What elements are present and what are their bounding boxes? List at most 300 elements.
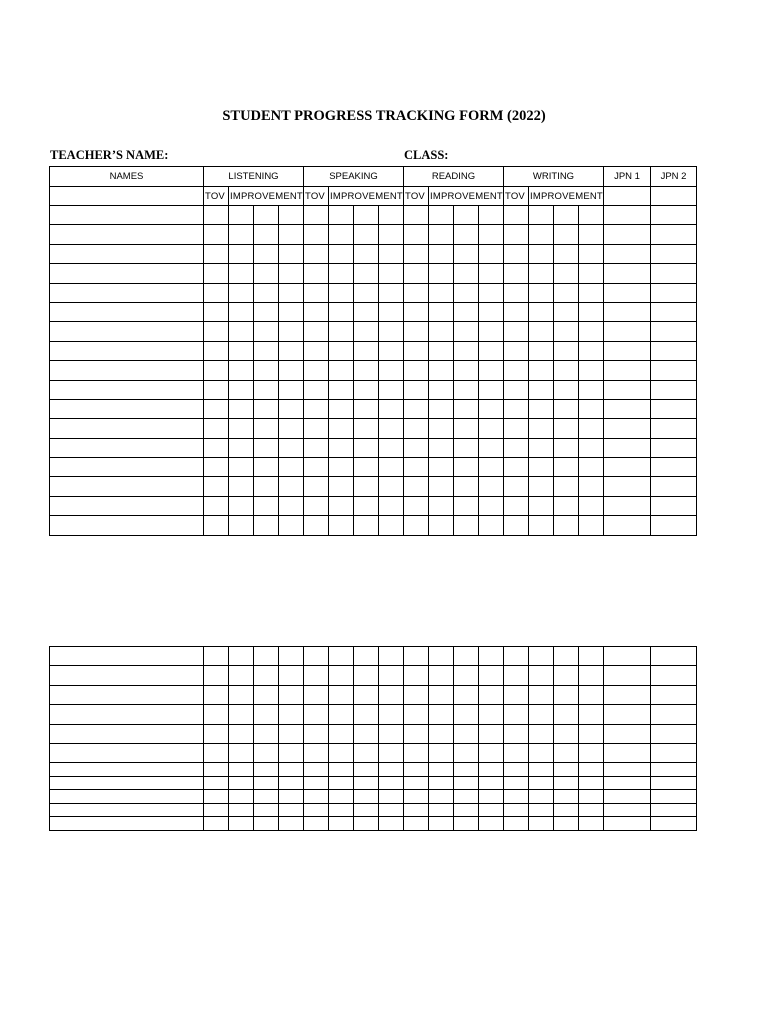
score-cell[interactable] [304, 341, 329, 360]
score-cell[interactable] [354, 705, 379, 724]
score-cell[interactable] [354, 302, 379, 321]
score-cell[interactable] [454, 817, 479, 831]
score-cell[interactable] [579, 790, 604, 804]
score-cell[interactable] [604, 477, 651, 496]
score-cell[interactable] [329, 302, 354, 321]
score-cell[interactable] [529, 685, 554, 704]
score-cell[interactable] [229, 743, 254, 762]
score-cell[interactable] [454, 647, 479, 666]
score-cell[interactable] [229, 419, 254, 438]
score-cell[interactable] [304, 496, 329, 515]
score-cell[interactable] [254, 322, 279, 341]
score-cell[interactable] [604, 283, 651, 302]
score-cell[interactable] [204, 516, 229, 535]
score-cell[interactable] [504, 225, 529, 244]
score-cell[interactable] [279, 283, 304, 302]
score-cell[interactable] [254, 244, 279, 263]
score-cell[interactable] [579, 743, 604, 762]
score-cell[interactable] [529, 399, 554, 418]
score-cell[interactable] [404, 647, 429, 666]
score-cell[interactable] [604, 724, 651, 743]
score-cell[interactable] [254, 419, 279, 438]
score-cell[interactable] [229, 264, 254, 283]
score-cell[interactable] [651, 705, 697, 724]
score-cell[interactable] [304, 419, 329, 438]
score-cell[interactable] [329, 438, 354, 457]
score-cell[interactable] [279, 322, 304, 341]
score-cell[interactable] [651, 225, 697, 244]
score-cell[interactable] [279, 419, 304, 438]
score-cell[interactable] [579, 496, 604, 515]
score-cell[interactable] [329, 244, 354, 263]
score-cell[interactable] [404, 380, 429, 399]
score-cell[interactable] [554, 322, 579, 341]
score-cell[interactable] [479, 790, 504, 804]
score-cell[interactable] [504, 743, 529, 762]
score-cell[interactable] [354, 724, 379, 743]
score-cell[interactable] [479, 666, 504, 685]
score-cell[interactable] [229, 776, 254, 790]
score-cell[interactable] [404, 705, 429, 724]
score-cell[interactable] [529, 763, 554, 777]
score-cell[interactable] [279, 458, 304, 477]
score-cell[interactable] [604, 380, 651, 399]
score-cell[interactable] [379, 302, 404, 321]
score-cell[interactable] [504, 380, 529, 399]
score-cell[interactable] [604, 302, 651, 321]
score-cell[interactable] [504, 705, 529, 724]
score-cell[interactable] [329, 763, 354, 777]
score-cell[interactable] [454, 225, 479, 244]
score-cell[interactable] [354, 322, 379, 341]
score-cell[interactable] [651, 283, 697, 302]
score-cell[interactable] [429, 724, 454, 743]
score-cell[interactable] [554, 817, 579, 831]
score-cell[interactable] [579, 763, 604, 777]
score-cell[interactable] [554, 399, 579, 418]
score-cell[interactable] [379, 458, 404, 477]
score-cell[interactable] [504, 516, 529, 535]
score-cell[interactable] [651, 380, 697, 399]
score-cell[interactable] [429, 302, 454, 321]
score-cell[interactable] [604, 206, 651, 225]
score-cell[interactable] [329, 477, 354, 496]
score-cell[interactable] [454, 283, 479, 302]
score-cell[interactable] [454, 264, 479, 283]
score-cell[interactable] [379, 380, 404, 399]
score-cell[interactable] [429, 647, 454, 666]
score-cell[interactable] [529, 225, 554, 244]
score-cell[interactable] [529, 438, 554, 457]
score-cell[interactable] [379, 790, 404, 804]
score-cell[interactable] [429, 477, 454, 496]
score-cell[interactable] [254, 743, 279, 762]
score-cell[interactable] [229, 516, 254, 535]
score-cell[interactable] [354, 817, 379, 831]
score-cell[interactable] [579, 302, 604, 321]
score-cell[interactable] [479, 763, 504, 777]
student-name-cell[interactable] [50, 419, 204, 438]
score-cell[interactable] [404, 361, 429, 380]
score-cell[interactable] [304, 225, 329, 244]
score-cell[interactable] [579, 817, 604, 831]
score-cell[interactable] [479, 803, 504, 817]
score-cell[interactable] [479, 496, 504, 515]
score-cell[interactable] [254, 496, 279, 515]
score-cell[interactable] [204, 647, 229, 666]
score-cell[interactable] [404, 743, 429, 762]
score-cell[interactable] [354, 477, 379, 496]
score-cell[interactable] [404, 341, 429, 360]
score-cell[interactable] [579, 361, 604, 380]
score-cell[interactable] [354, 685, 379, 704]
score-cell[interactable] [254, 283, 279, 302]
score-cell[interactable] [329, 419, 354, 438]
score-cell[interactable] [429, 225, 454, 244]
score-cell[interactable] [279, 244, 304, 263]
score-cell[interactable] [604, 817, 651, 831]
score-cell[interactable] [454, 705, 479, 724]
score-cell[interactable] [479, 399, 504, 418]
score-cell[interactable] [454, 244, 479, 263]
score-cell[interactable] [504, 264, 529, 283]
score-cell[interactable] [529, 419, 554, 438]
score-cell[interactable] [229, 206, 254, 225]
score-cell[interactable] [304, 516, 329, 535]
score-cell[interactable] [604, 666, 651, 685]
score-cell[interactable] [229, 477, 254, 496]
score-cell[interactable] [329, 341, 354, 360]
score-cell[interactable] [429, 496, 454, 515]
score-cell[interactable] [579, 803, 604, 817]
score-cell[interactable] [479, 264, 504, 283]
student-name-cell[interactable] [50, 705, 204, 724]
score-cell[interactable] [254, 776, 279, 790]
score-cell[interactable] [454, 803, 479, 817]
score-cell[interactable] [254, 516, 279, 535]
score-cell[interactable] [651, 496, 697, 515]
score-cell[interactable] [529, 724, 554, 743]
score-cell[interactable] [254, 790, 279, 804]
score-cell[interactable] [404, 763, 429, 777]
score-cell[interactable] [529, 206, 554, 225]
score-cell[interactable] [554, 206, 579, 225]
score-cell[interactable] [529, 705, 554, 724]
score-cell[interactable] [504, 419, 529, 438]
score-cell[interactable] [579, 283, 604, 302]
score-cell[interactable] [651, 419, 697, 438]
score-cell[interactable] [651, 647, 697, 666]
score-cell[interactable] [204, 817, 229, 831]
score-cell[interactable] [204, 380, 229, 399]
score-cell[interactable] [304, 438, 329, 457]
score-cell[interactable] [429, 458, 454, 477]
score-cell[interactable] [329, 817, 354, 831]
score-cell[interactable] [651, 264, 697, 283]
score-cell[interactable] [279, 206, 304, 225]
score-cell[interactable] [479, 705, 504, 724]
score-cell[interactable] [304, 776, 329, 790]
student-name-cell[interactable] [50, 380, 204, 399]
score-cell[interactable] [479, 341, 504, 360]
score-cell[interactable] [279, 380, 304, 399]
score-cell[interactable] [254, 724, 279, 743]
student-name-cell[interactable] [50, 763, 204, 777]
score-cell[interactable] [329, 743, 354, 762]
score-cell[interactable] [279, 803, 304, 817]
score-cell[interactable] [229, 399, 254, 418]
score-cell[interactable] [404, 283, 429, 302]
score-cell[interactable] [479, 244, 504, 263]
score-cell[interactable] [354, 419, 379, 438]
score-cell[interactable] [329, 790, 354, 804]
score-cell[interactable] [229, 724, 254, 743]
score-cell[interactable] [379, 322, 404, 341]
score-cell[interactable] [579, 477, 604, 496]
score-cell[interactable] [379, 341, 404, 360]
score-cell[interactable] [429, 206, 454, 225]
score-cell[interactable] [404, 438, 429, 457]
score-cell[interactable] [329, 380, 354, 399]
score-cell[interactable] [304, 817, 329, 831]
score-cell[interactable] [229, 322, 254, 341]
score-cell[interactable] [529, 496, 554, 515]
score-cell[interactable] [604, 516, 651, 535]
score-cell[interactable] [529, 302, 554, 321]
student-name-cell[interactable] [50, 399, 204, 418]
score-cell[interactable] [404, 264, 429, 283]
score-cell[interactable] [504, 817, 529, 831]
score-cell[interactable] [504, 763, 529, 777]
score-cell[interactable] [304, 322, 329, 341]
student-name-cell[interactable] [50, 341, 204, 360]
score-cell[interactable] [304, 361, 329, 380]
score-cell[interactable] [329, 264, 354, 283]
score-cell[interactable] [404, 302, 429, 321]
score-cell[interactable] [579, 458, 604, 477]
score-cell[interactable] [229, 705, 254, 724]
score-cell[interactable] [404, 685, 429, 704]
score-cell[interactable] [304, 666, 329, 685]
score-cell[interactable] [329, 283, 354, 302]
score-cell[interactable] [354, 516, 379, 535]
score-cell[interactable] [329, 803, 354, 817]
score-cell[interactable] [379, 776, 404, 790]
score-cell[interactable] [429, 803, 454, 817]
score-cell[interactable] [554, 458, 579, 477]
score-cell[interactable] [354, 225, 379, 244]
score-cell[interactable] [354, 763, 379, 777]
score-cell[interactable] [404, 244, 429, 263]
score-cell[interactable] [254, 380, 279, 399]
score-cell[interactable] [479, 647, 504, 666]
score-cell[interactable] [304, 647, 329, 666]
score-cell[interactable] [579, 341, 604, 360]
score-cell[interactable] [279, 724, 304, 743]
score-cell[interactable] [454, 206, 479, 225]
score-cell[interactable] [429, 817, 454, 831]
score-cell[interactable] [329, 776, 354, 790]
score-cell[interactable] [454, 361, 479, 380]
score-cell[interactable] [651, 206, 697, 225]
score-cell[interactable] [454, 341, 479, 360]
score-cell[interactable] [604, 803, 651, 817]
score-cell[interactable] [404, 458, 429, 477]
score-cell[interactable] [604, 264, 651, 283]
score-cell[interactable] [229, 666, 254, 685]
score-cell[interactable] [579, 647, 604, 666]
score-cell[interactable] [379, 283, 404, 302]
score-cell[interactable] [554, 516, 579, 535]
score-cell[interactable] [204, 776, 229, 790]
score-cell[interactable] [379, 206, 404, 225]
score-cell[interactable] [579, 244, 604, 263]
score-cell[interactable] [279, 399, 304, 418]
score-cell[interactable] [429, 776, 454, 790]
score-cell[interactable] [229, 458, 254, 477]
score-cell[interactable] [279, 666, 304, 685]
score-cell[interactable] [204, 322, 229, 341]
student-name-cell[interactable] [50, 516, 204, 535]
score-cell[interactable] [604, 496, 651, 515]
score-cell[interactable] [354, 206, 379, 225]
student-name-cell[interactable] [50, 206, 204, 225]
score-cell[interactable] [404, 666, 429, 685]
score-cell[interactable] [329, 361, 354, 380]
score-cell[interactable] [554, 302, 579, 321]
score-cell[interactable] [404, 817, 429, 831]
score-cell[interactable] [504, 244, 529, 263]
score-cell[interactable] [279, 685, 304, 704]
score-cell[interactable] [429, 283, 454, 302]
score-cell[interactable] [354, 458, 379, 477]
score-cell[interactable] [479, 477, 504, 496]
score-cell[interactable] [479, 380, 504, 399]
score-cell[interactable] [454, 380, 479, 399]
score-cell[interactable] [229, 790, 254, 804]
student-name-cell[interactable] [50, 776, 204, 790]
score-cell[interactable] [429, 399, 454, 418]
student-name-cell[interactable] [50, 458, 204, 477]
score-cell[interactable] [604, 225, 651, 244]
score-cell[interactable] [204, 477, 229, 496]
score-cell[interactable] [454, 516, 479, 535]
score-cell[interactable] [379, 438, 404, 457]
score-cell[interactable] [604, 341, 651, 360]
score-cell[interactable] [604, 685, 651, 704]
score-cell[interactable] [504, 302, 529, 321]
score-cell[interactable] [204, 361, 229, 380]
score-cell[interactable] [454, 302, 479, 321]
score-cell[interactable] [604, 438, 651, 457]
score-cell[interactable] [651, 776, 697, 790]
student-name-cell[interactable] [50, 685, 204, 704]
score-cell[interactable] [279, 516, 304, 535]
score-cell[interactable] [379, 647, 404, 666]
score-cell[interactable] [604, 244, 651, 263]
score-cell[interactable] [651, 302, 697, 321]
score-cell[interactable] [229, 763, 254, 777]
score-cell[interactable] [329, 458, 354, 477]
score-cell[interactable] [554, 283, 579, 302]
score-cell[interactable] [579, 225, 604, 244]
score-cell[interactable] [454, 399, 479, 418]
score-cell[interactable] [304, 763, 329, 777]
score-cell[interactable] [229, 302, 254, 321]
score-cell[interactable] [254, 458, 279, 477]
score-cell[interactable] [554, 743, 579, 762]
score-cell[interactable] [279, 302, 304, 321]
score-cell[interactable] [254, 705, 279, 724]
score-cell[interactable] [254, 206, 279, 225]
score-cell[interactable] [529, 803, 554, 817]
score-cell[interactable] [304, 206, 329, 225]
score-cell[interactable] [479, 322, 504, 341]
score-cell[interactable] [651, 341, 697, 360]
student-name-cell[interactable] [50, 361, 204, 380]
score-cell[interactable] [479, 516, 504, 535]
score-cell[interactable] [254, 666, 279, 685]
score-cell[interactable] [279, 776, 304, 790]
score-cell[interactable] [204, 685, 229, 704]
score-cell[interactable] [651, 477, 697, 496]
score-cell[interactable] [554, 647, 579, 666]
score-cell[interactable] [529, 341, 554, 360]
score-cell[interactable] [379, 361, 404, 380]
score-cell[interactable] [604, 419, 651, 438]
score-cell[interactable] [354, 743, 379, 762]
score-cell[interactable] [379, 496, 404, 515]
score-cell[interactable] [204, 399, 229, 418]
score-cell[interactable] [379, 724, 404, 743]
score-cell[interactable] [329, 516, 354, 535]
score-cell[interactable] [254, 685, 279, 704]
score-cell[interactable] [529, 477, 554, 496]
score-cell[interactable] [354, 790, 379, 804]
score-cell[interactable] [554, 380, 579, 399]
score-cell[interactable] [254, 647, 279, 666]
score-cell[interactable] [429, 666, 454, 685]
score-cell[interactable] [504, 283, 529, 302]
score-cell[interactable] [529, 743, 554, 762]
score-cell[interactable] [229, 341, 254, 360]
score-cell[interactable] [554, 803, 579, 817]
score-cell[interactable] [354, 666, 379, 685]
score-cell[interactable] [304, 264, 329, 283]
score-cell[interactable] [454, 322, 479, 341]
score-cell[interactable] [454, 743, 479, 762]
score-cell[interactable] [579, 666, 604, 685]
score-cell[interactable] [204, 743, 229, 762]
score-cell[interactable] [651, 743, 697, 762]
score-cell[interactable] [404, 496, 429, 515]
score-cell[interactable] [354, 380, 379, 399]
score-cell[interactable] [354, 647, 379, 666]
score-cell[interactable] [404, 477, 429, 496]
score-cell[interactable] [204, 225, 229, 244]
score-cell[interactable] [379, 399, 404, 418]
score-cell[interactable] [204, 264, 229, 283]
score-cell[interactable] [504, 803, 529, 817]
score-cell[interactable] [529, 244, 554, 263]
score-cell[interactable] [229, 244, 254, 263]
score-cell[interactable] [429, 685, 454, 704]
score-cell[interactable] [454, 419, 479, 438]
score-cell[interactable] [279, 438, 304, 457]
score-cell[interactable] [479, 225, 504, 244]
score-cell[interactable] [579, 399, 604, 418]
score-cell[interactable] [329, 724, 354, 743]
